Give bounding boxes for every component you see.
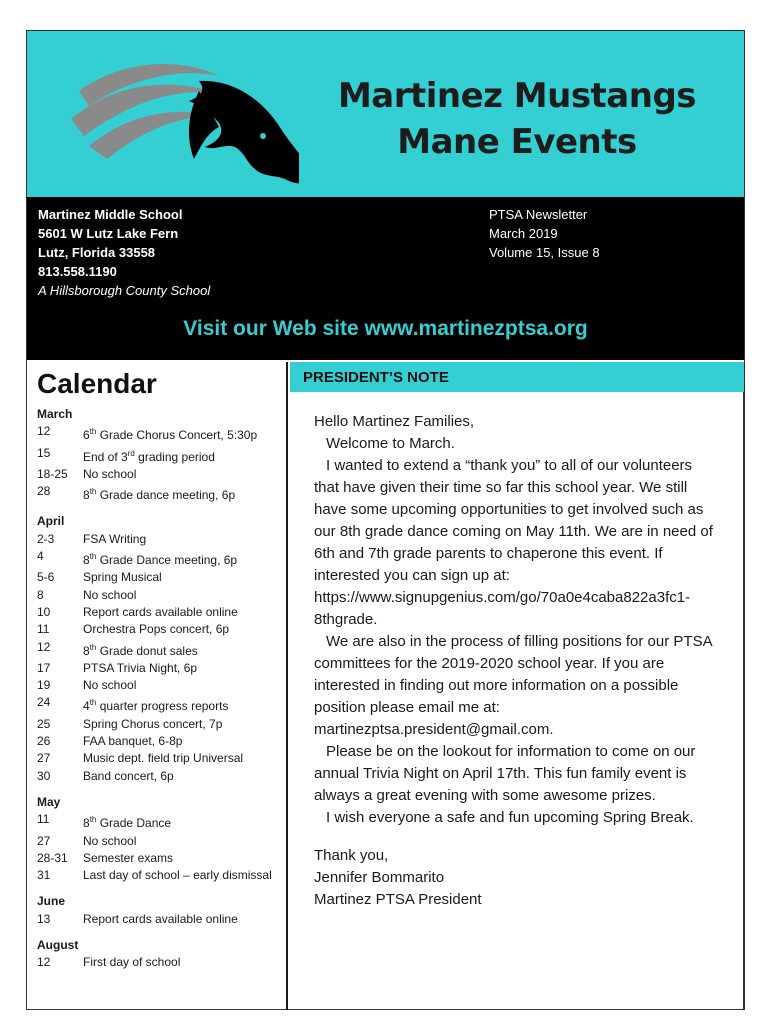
letter-greeting: Hello Martinez Families, [314, 413, 475, 430]
month-june: June [37, 894, 66, 909]
calendar-event [37, 587, 282, 604]
calendar-event [37, 733, 282, 750]
event-description: 4th quarter progress reports [83, 698, 229, 714]
event-date: 17 [37, 660, 51, 675]
june-events [37, 911, 282, 928]
event-date: 12 [37, 424, 51, 439]
calendar-event [37, 694, 282, 715]
newsletter-info [489, 205, 600, 262]
event-date: 31 [37, 868, 51, 883]
calendar-event [37, 833, 282, 850]
calendar-event [37, 850, 282, 867]
event-description: No school [83, 678, 137, 693]
letter-paragraph-1: Welcome to March. [326, 435, 455, 452]
newsletter-volume: Volume 15, Issue 8 [489, 245, 600, 260]
school-address [38, 205, 210, 300]
event-date: 30 [37, 768, 51, 783]
president-note-heading: PRESIDENT’S NOTE [303, 369, 449, 386]
letter-signoff: Thank you, [314, 847, 389, 864]
event-description: No school [83, 833, 137, 848]
newsletter-name: PTSA Newsletter [489, 207, 588, 222]
event-description: End of 3rd grading period [83, 448, 215, 464]
event-description: Report cards available online [83, 604, 238, 619]
newsletter-date: March 2019 [489, 226, 558, 241]
event-date: 5-6 [37, 570, 55, 585]
calendar-event [37, 604, 282, 621]
calendar-event [37, 750, 282, 767]
title-line-2: Mane Events [397, 122, 637, 162]
letter-signer-name: Jennifer Bommarito [314, 869, 445, 886]
website-link[interactable]: Visit our Web site www.martinezptsa.org [183, 317, 588, 340]
calendar-event [37, 466, 282, 483]
mustang-head-logo [49, 51, 299, 191]
month-may: May [37, 794, 61, 809]
event-date: 27 [37, 751, 51, 766]
letter-paragraph-2: I wanted to extend a “thank you” to all of our volunteers that have given their time so far this school year. We still have some upcoming opportunities to get involved such as our 8th grade dance coming on May 11th. We are in need of 6th and 7th grade parents to chaperone this event. If interested you can sign up at: https://www.signupgenius.com/go/70a0e4caba822a3fc1-8thgrade. [314, 457, 713, 628]
event-description: 8th Grade donut sales [83, 642, 198, 658]
calendar-title: Calendar [37, 368, 157, 399]
event-description: Last day of school – early dismissal [83, 868, 272, 883]
calendar-event [37, 660, 282, 677]
event-date: 19 [37, 678, 51, 693]
event-date: 2-3 [37, 531, 55, 546]
event-date: 12 [37, 639, 51, 654]
may-events [37, 811, 282, 884]
column-divider [286, 362, 288, 1010]
school-name: Martinez Middle School [38, 207, 183, 222]
event-date: 25 [37, 716, 51, 731]
event-description: PTSA Trivia Night, 6p [83, 660, 198, 675]
event-description: FSA Writing [83, 531, 147, 546]
letter-signer-role: Martinez PTSA President [314, 891, 482, 908]
event-description: Orchestra Pops concert, 6p [83, 622, 230, 637]
event-description: Spring Musical [83, 570, 162, 585]
calendar-event [37, 639, 282, 660]
event-date: 11 [37, 622, 50, 637]
event-date: 4 [37, 549, 44, 564]
title-line-1: Martinez Mustangs [337, 76, 697, 116]
march-events [37, 423, 282, 504]
event-description: 6th Grade Chorus Concert, 5:30p [83, 427, 258, 443]
month-august: August [37, 938, 79, 953]
calendar-event [37, 423, 282, 444]
president-note-header [290, 362, 744, 392]
calendar-event [37, 445, 282, 466]
event-description: 8th Grade Dance [83, 815, 172, 831]
month-march: March [37, 407, 73, 421]
school-district: A Hillsborough County School [38, 283, 211, 298]
calendar-event [37, 621, 282, 638]
event-date: 26 [37, 734, 51, 749]
calendar [37, 406, 282, 972]
event-date: 12 [37, 955, 51, 970]
event-description: Spring Chorus concert, 7p [83, 716, 223, 731]
event-date: 27 [37, 833, 51, 848]
event-date: 15 [37, 445, 51, 460]
event-date: 10 [37, 604, 51, 619]
month-april: April [37, 514, 65, 529]
calendar-event [37, 483, 282, 504]
event-description: FAA banquet, 6-8p [83, 734, 183, 749]
newsletter-title [317, 73, 717, 165]
calendar-event [37, 531, 282, 548]
calendar-event [37, 677, 282, 694]
event-description: No school [83, 466, 137, 481]
info-band [27, 197, 744, 360]
event-date: 18-25 [37, 466, 68, 481]
event-description: Music dept. field trip Universal [83, 751, 244, 766]
calendar-event [37, 548, 282, 569]
event-date: 24 [37, 695, 51, 710]
event-description: Semester exams [83, 850, 174, 865]
event-description: No school [83, 587, 137, 602]
event-description: Report cards available online [83, 911, 238, 926]
calendar-event [37, 911, 282, 928]
letter-paragraph-3: We are also in the process of filling positions for our PTSA committees for the 2019-2020 school year. If you are interested in finding out more information on a possible position please email me at: martinezptsa.president@gmail.com. [314, 633, 712, 738]
event-date: 8 [37, 587, 44, 602]
school-street: 5601 W Lutz Lake Fern [38, 226, 179, 241]
president-letter [314, 411, 719, 911]
calendar-event [37, 768, 282, 785]
event-description: Band concert, 6p [83, 768, 174, 783]
august-events [37, 954, 282, 971]
school-city: Lutz, Florida 33558 [38, 245, 156, 260]
event-date: 28-31 [37, 850, 68, 865]
april-events [37, 531, 282, 785]
calendar-event [37, 811, 282, 832]
letter-paragraph-4: Please be on the lookout for information to come on our annual Trivia Night on April 17th. This fun family event is always a great evening with some awesome prizes. [314, 743, 696, 804]
letter-paragraph-5: I wish everyone a safe and fun upcoming Spring Break. [326, 809, 694, 826]
calendar-event [37, 569, 282, 586]
calendar-event [37, 954, 282, 971]
event-date: 13 [37, 911, 51, 926]
event-description: 8th Grade Dance meeting, 6p [83, 552, 238, 568]
event-description: First day of school [83, 955, 181, 970]
event-description: 8th Grade dance meeting, 6p [83, 487, 236, 503]
masthead [27, 31, 744, 197]
event-date: 28 [37, 484, 51, 499]
calendar-event [37, 716, 282, 733]
event-date: 11 [37, 812, 50, 827]
calendar-event [37, 867, 282, 884]
school-phone: 813.558.1190 [38, 264, 117, 279]
